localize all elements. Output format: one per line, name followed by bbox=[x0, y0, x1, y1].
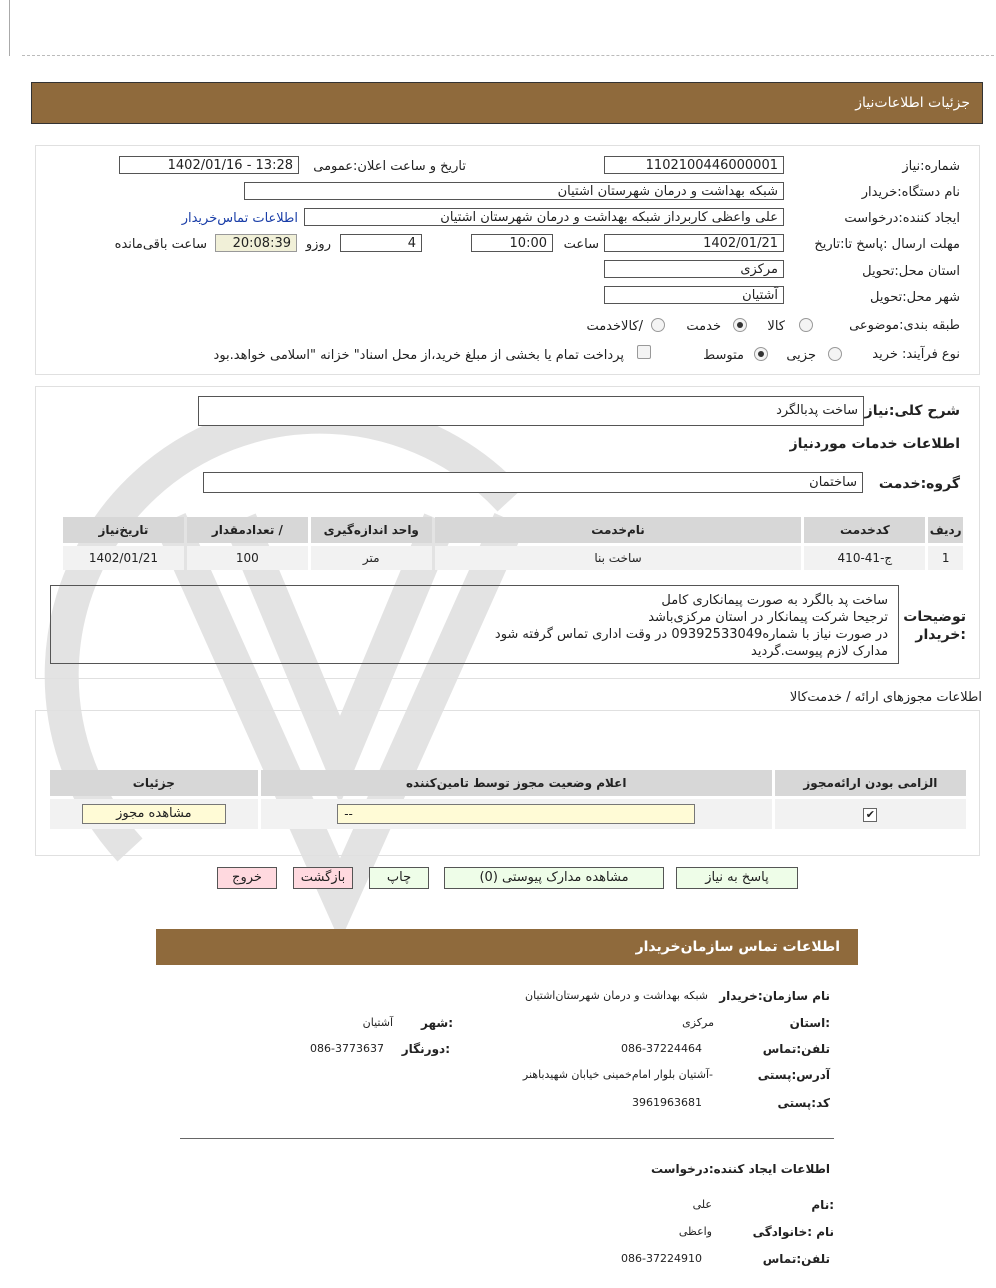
contact-address-label: آدرس:پستی bbox=[757, 1068, 830, 1082]
page-left-border bbox=[9, 0, 10, 56]
col-unit: واحد اندازه‌گیری bbox=[311, 517, 432, 543]
process-option-partial: جزیی bbox=[786, 348, 816, 363]
service-group-field: ساختمان bbox=[203, 472, 863, 493]
contact-province-value: مرکزی bbox=[682, 1016, 714, 1029]
col-permit-required: الزامی بودن ارائه‌مجوز bbox=[775, 770, 966, 796]
contact-org-value: شبکه بهداشت و درمان شهرستان‌اشتیان bbox=[525, 989, 708, 1002]
items-table bbox=[60, 514, 966, 573]
days-field: 4 bbox=[340, 234, 422, 252]
contact-phone-value: 086-37224464 bbox=[621, 1042, 702, 1055]
items-table-header bbox=[63, 517, 963, 543]
permits-table bbox=[47, 767, 969, 832]
cell-permit-details bbox=[50, 799, 258, 829]
process-option-medium: متوسط bbox=[703, 348, 744, 363]
buyer-org-field: شبکه بهداشت و درمان شهرستان اشتیان bbox=[244, 182, 784, 200]
buyer-notes-box bbox=[50, 585, 899, 664]
col-quantity: / تعدادمقدار bbox=[187, 517, 308, 543]
contact-city-label: :شهر bbox=[421, 1016, 453, 1030]
permits-title: اطلاعات مجوزهای ارائه / خدمت‌کالا bbox=[789, 690, 982, 705]
cell-unit: متر bbox=[311, 546, 432, 570]
reply-button[interactable]: پاسخ به نیاز bbox=[676, 867, 798, 889]
col-permit-details: جزئیات bbox=[50, 770, 258, 796]
process-label: نوع فرآیند: خرید bbox=[872, 347, 960, 362]
creator-field: علی واعظی کاربرداز شبکه بهداشت و درمان شهرستان اشتیان bbox=[304, 208, 784, 226]
col-service-name: نام‌خدمت bbox=[435, 517, 802, 543]
process-radio-medium[interactable] bbox=[754, 347, 768, 361]
contact-fax-label: :دورنگار bbox=[401, 1042, 450, 1056]
print-button[interactable]: چاپ bbox=[369, 867, 429, 889]
service-group-label: گروه:خدمت bbox=[878, 476, 960, 492]
view-permit-button[interactable]: مشاهده مجوز bbox=[82, 804, 226, 824]
cell-quantity: 100 bbox=[187, 546, 308, 570]
buyer-note-line: مدارک لازم پیوست.گردید bbox=[751, 644, 888, 659]
need-description-label: شرح کلی:نیاز bbox=[864, 403, 960, 419]
buyer-notes-label: توضیحات :خریدار bbox=[903, 609, 966, 643]
creator-name-label: :نام bbox=[811, 1198, 834, 1212]
treasury-payment-note: پرداخت تمام یا بخشی از مبلغ خرید،از محل اسناد" خزانه "اسلامی خواهد.بود bbox=[213, 348, 624, 363]
view-attachments-button[interactable]: مشاهده مدارک پیوستی (0) bbox=[444, 867, 664, 889]
col-service-code: کدخدمت bbox=[804, 517, 925, 543]
contact-city-value: آشتیان bbox=[362, 1016, 393, 1029]
table-row bbox=[50, 799, 966, 829]
header-title: جزئیات اطلاعات‌نیاز bbox=[855, 95, 970, 111]
creator-label: ایجاد کننده:درخواست bbox=[844, 211, 960, 226]
contact-address-value: -آشتیان بلوار امام‌خمینی خیابان شهیدباهنر bbox=[522, 1068, 713, 1081]
contact-postal-label: کد:پستی bbox=[777, 1096, 830, 1110]
announce-field: 1402/01/16 - 13:28 bbox=[119, 156, 299, 174]
contact-province-label: :استان bbox=[789, 1016, 830, 1030]
time-label: ساعت bbox=[563, 237, 599, 252]
city-label: شهر محل:تحویل bbox=[870, 290, 960, 305]
buyer-note-line: ترجیحا شرکت پیمانکار در استان مرکزی‌باشد bbox=[648, 610, 888, 625]
items-table-wrapper bbox=[60, 514, 966, 573]
page-top-divider bbox=[22, 55, 994, 56]
creator-phone-value: 086-37224910 bbox=[621, 1252, 702, 1265]
province-label: استان محل:تحویل bbox=[862, 264, 960, 279]
cell-permit-required bbox=[775, 799, 966, 829]
cell-row: 1 bbox=[928, 546, 963, 570]
col-row: ردیف bbox=[928, 517, 963, 543]
contact-postal-value: 3961963681 bbox=[632, 1096, 702, 1109]
col-permit-status: اعلام وضعیت مجوز توسط تامین‌کننده bbox=[261, 770, 772, 796]
services-title: اطلاعات خدمات موردنیاز bbox=[789, 436, 960, 452]
need-number-field: 1102100446000001 bbox=[604, 156, 784, 174]
table-row bbox=[63, 546, 963, 570]
cell-service-name: ساخت بنا bbox=[435, 546, 802, 570]
buyer-contact-link[interactable]: اطلاعات تماس‌خریدار bbox=[181, 211, 298, 226]
details-header bbox=[31, 82, 983, 124]
creator-family-label: نام :خانوادگی bbox=[752, 1225, 834, 1239]
contact-phone-label: تلفن:تماس bbox=[762, 1042, 830, 1056]
category-radio-service[interactable] bbox=[733, 318, 747, 332]
buyer-note-line: در صورت نیاز با شماره09392533049 در وقت اداری تماس گرفته شود bbox=[494, 627, 888, 642]
contact-org-label: نام سازمان:خریدار bbox=[719, 989, 830, 1003]
category-label: طبقه بندی:موضوعی bbox=[849, 318, 960, 333]
deadline-date-field: 1402/01/21 bbox=[604, 234, 784, 252]
announce-label: تاریخ و ساعت اعلان:عمومی bbox=[313, 159, 466, 174]
buyer-org-label: نام دستگاه:خریدار bbox=[861, 185, 960, 200]
permit-status-field: -- bbox=[337, 804, 695, 824]
contact-fax-value: 086-3773637 bbox=[310, 1042, 384, 1055]
creator-name-value: علی bbox=[692, 1198, 712, 1211]
category-radio-goods[interactable] bbox=[799, 318, 813, 332]
info-panel bbox=[35, 145, 980, 375]
process-radio-partial[interactable] bbox=[828, 347, 842, 361]
creator-phone-label: تلفن:تماس bbox=[762, 1252, 830, 1266]
need-number-label: شماره:نیاز bbox=[902, 159, 960, 174]
back-button[interactable]: بازگشت bbox=[293, 867, 353, 889]
cell-service-code: ج-41-410 bbox=[804, 546, 925, 570]
treasury-payment-checkbox[interactable] bbox=[637, 345, 651, 359]
buyer-note-line: ساخت پد بالگرد به صورت پیمانکاری کامل bbox=[661, 593, 888, 608]
permits-table-header bbox=[50, 770, 966, 796]
creator-family-value: واعظی bbox=[678, 1225, 712, 1238]
category-option-service: خدمت bbox=[686, 319, 721, 334]
days-label: روزو bbox=[305, 237, 331, 252]
contact-header bbox=[156, 929, 858, 965]
contact-header-title: اطلاعات تماس سازمان‌خریدار bbox=[635, 939, 840, 955]
deadline-label: مهلت ارسال :پاسخ تا:تاریخ bbox=[814, 237, 960, 252]
contact-divider bbox=[180, 1138, 834, 1139]
category-option-both: /کالاخدمت bbox=[586, 319, 643, 334]
col-need-date: تاریخ‌نیاز bbox=[63, 517, 184, 543]
cell-permit-status bbox=[261, 799, 772, 829]
remaining-label: ساعت باقی‌مانده bbox=[114, 237, 207, 252]
city-field: آشتیان bbox=[604, 286, 784, 304]
province-field: مرکزی bbox=[604, 260, 784, 278]
remaining-time-field: 20:08:39 bbox=[215, 234, 297, 252]
permits-table-wrapper bbox=[47, 767, 969, 832]
exit-button[interactable]: خروج bbox=[217, 867, 277, 889]
category-option-goods: کالا bbox=[767, 319, 785, 334]
cell-need-date: 1402/01/21 bbox=[63, 546, 184, 570]
creator-info-title: اطلاعات ایجاد کننده:درخواست bbox=[650, 1162, 830, 1176]
deadline-time-field: 10:00 bbox=[471, 234, 553, 252]
need-description-field: ساخت پدبالگرد bbox=[198, 396, 864, 426]
category-radio-both[interactable] bbox=[651, 318, 665, 332]
permit-required-checkbox[interactable]: ✔ bbox=[863, 808, 877, 822]
